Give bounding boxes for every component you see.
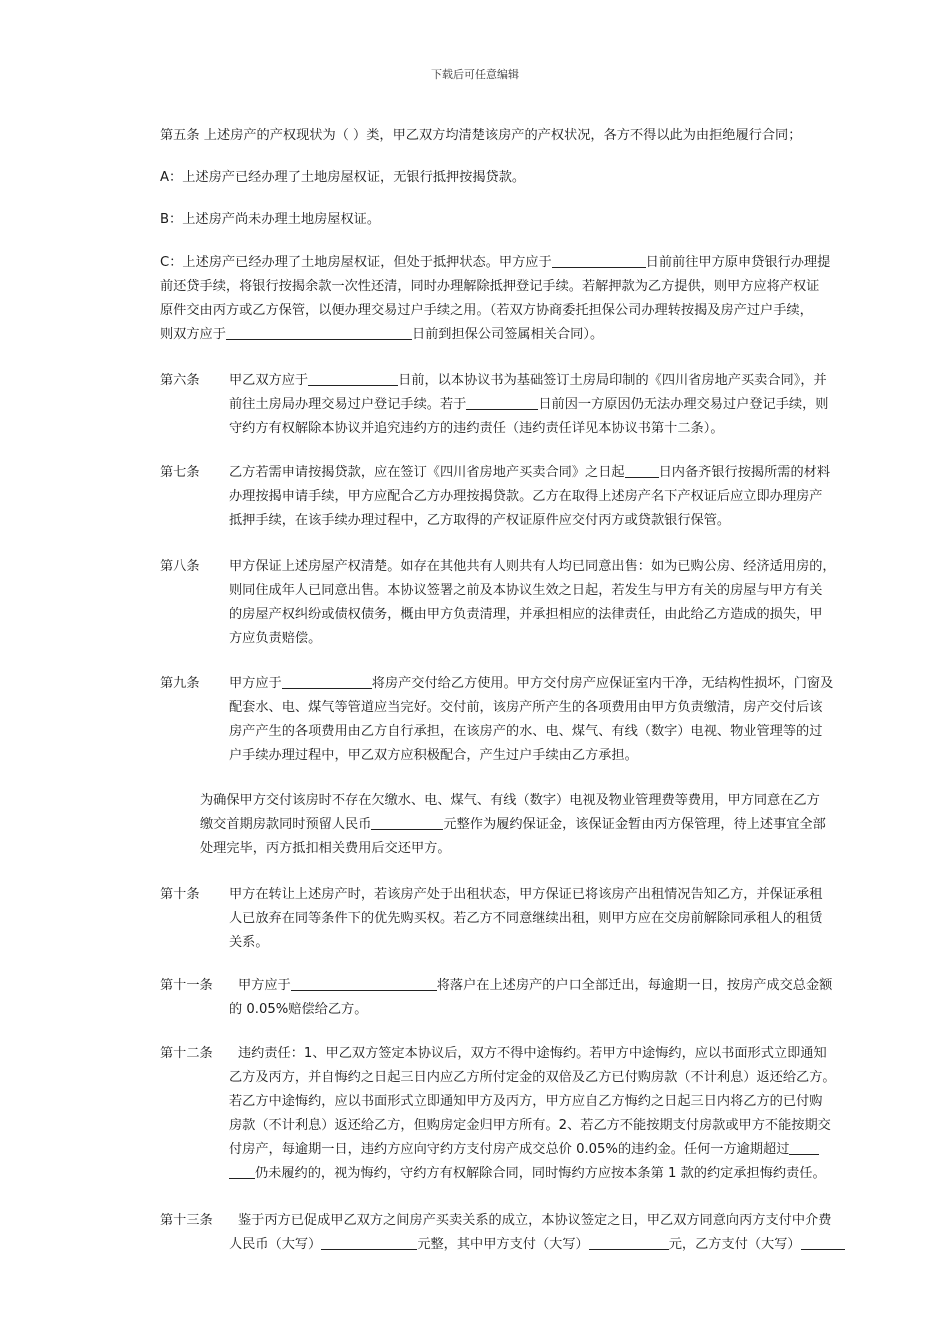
article-5: [160, 124, 882, 148]
option-a: [160, 166, 882, 190]
article-text: 的房屋产权纠纷或债权债务，概由甲方负责清理，并承担相应的法律责任，由此给乙方造成的损失，甲: [229, 607, 823, 622]
article-7: [160, 461, 882, 533]
blank-field[interactable]: [321, 1235, 417, 1250]
article-text: 前往土房局办理交易过户登记手续。若于: [229, 397, 467, 412]
blank-field[interactable]: [552, 253, 646, 268]
article-text: 付房产，每逾期一日，违约方应向守约方支付房产成交总价 0.05%的违约金。任何一方逾期超过: [229, 1142, 790, 1157]
blank-field[interactable]: [291, 976, 437, 991]
article-text: 日前，以本协议书为基础签订土房局印制的《四川省房地产买卖合同》，并: [398, 373, 827, 388]
article-text: 元，乙方支付（大写）: [668, 1237, 801, 1252]
article-label: 第十三条: [160, 1213, 213, 1228]
article-text: 违约责任：1、甲乙双方签定本协议后，双方不得中途悔约。若甲方中途悔约，应以书面形式立即通知: [238, 1046, 827, 1061]
article-text: 甲乙双方应于: [229, 373, 309, 388]
article-text: 抵押手续，在该手续办理过程中，乙方取得的产权证原件应交付丙方或贷款银行保管。: [229, 513, 731, 528]
article-10: [160, 883, 882, 955]
page-header: 下载后可任意编辑: [431, 68, 519, 81]
option-c: [160, 251, 882, 347]
article-text: 甲方应于: [238, 978, 291, 993]
paragraph-text: 处理完毕，丙方抵扣相关费用后交还甲方。: [200, 841, 451, 856]
article-5-line: 第五条 上述房产的产权现状为（ ）类，甲乙双方均清楚该房产的产权状况，各方不得以此为由拒绝履行合同；: [160, 128, 802, 143]
article-text: 办理按揭申请手续，甲方应配合乙方办理按揭贷款。乙方在取得上述房产名下产权证后应立即办理房产: [229, 489, 823, 504]
article-text: 甲方应于: [229, 676, 282, 691]
blank-field[interactable]: [282, 674, 372, 689]
article-9: [160, 672, 882, 768]
option-a-text: A：上述房产已经办理了土地房屋权证，无银行抵押按揭贷款。: [160, 170, 526, 185]
article-text: 鉴于丙方已促成甲乙双方之间房产买卖关系的成立，本协议签定之日，甲乙双方同意向丙方支付中介费: [238, 1213, 832, 1228]
article-text: 乙方及丙方，并自悔约之日起三日内应乙方所付定金的双倍及乙方已付购房款（不计利息）返还给乙方。: [229, 1070, 836, 1085]
paragraph-text: 为确保甲方交付该房时不存在欠缴水、电、煤气、有线（数字）电视及物业管理费等费用，甲方同意在乙方: [200, 793, 820, 808]
article-text: 日内备齐银行按揭所需的材料: [658, 465, 831, 480]
paragraph-text: 缴交首期房款同时预留人民币: [200, 817, 372, 832]
option-c-text: C：上述房产已经办理了土地房屋权证，但处于抵押状态。甲方应于: [160, 255, 552, 270]
article-label: 第十二条: [160, 1046, 213, 1061]
blank-field[interactable]: [466, 395, 538, 410]
article-text: 甲方在转让上述房产时，若该房产处于出租状态，甲方保证已将该房产出租情况告知乙方，并保证承租: [229, 887, 823, 902]
article-text: 元整，其中甲方支付（大写）: [417, 1237, 589, 1252]
option-c-text: 原件交由丙方或乙方保管，以便办理交易过户手续之用。（若双方协商委托担保公司办理转按揭及房产过户手续，: [160, 303, 813, 318]
article-8: [160, 555, 882, 651]
blank-field[interactable]: [308, 371, 398, 386]
article-text: 房款（不计利息）返还给乙方，但购房定金归甲方所有。2、若乙方不能按期支付房款或甲方不能按期交: [229, 1118, 831, 1133]
article-text: 若乙方中途悔约，应以书面形式立即通知甲方及丙方，甲方应自乙方悔约之日起三日内将乙方的已付购: [229, 1094, 823, 1109]
article-label: 第八条: [160, 559, 200, 574]
blank-field[interactable]: [789, 1140, 819, 1155]
option-c-text: 前还贷手续，将银行按揭余款一次性还清，同时办理解除抵押登记手续。若解押款为乙方提供，则甲方应将产权证: [160, 279, 820, 294]
article-text: 人民币（大写）: [229, 1237, 322, 1252]
article-label: 第十条: [160, 887, 200, 902]
article-12: [160, 1042, 882, 1186]
option-b: [160, 208, 882, 232]
blank-field[interactable]: [625, 463, 659, 478]
option-c-text: 日前到担保公司签属相关合同）。: [411, 327, 604, 342]
option-b-text: B：上述房产尚未办理土地房屋权证。: [160, 212, 381, 227]
article-text: 房产产生的各项费用由乙方自行承担，在该房产的水、电、煤气、有线（数字）电视、物业管理等的过: [229, 724, 823, 739]
article-text: 户手续办理过程中，甲乙双方应积极配合，产生过户手续由乙方承担。: [229, 748, 638, 763]
article-text: 配套水、电、煤气等管道应当完好。交付前，该房产所产生的各项费用由甲方负责缴清，房产交付后该: [229, 700, 823, 715]
article-text: 乙方若需申请按揭贷款，应在签订《四川省房地产买卖合同》之日起: [229, 465, 625, 480]
article-text: 则同住成年人已同意出售。本协议签署之前及本协议生效之日起，若发生与甲方有关的房屋与甲方有关: [229, 583, 823, 598]
blank-field[interactable]: [229, 1164, 255, 1179]
article-text: 守约方有权解除本协议并追究违约方的违约责任（违约责任详见本协议书第十二条）。: [229, 421, 724, 436]
article-text: 的 0.05%赔偿给乙方。: [229, 1002, 368, 1017]
option-c-text: 则双方应于: [160, 327, 226, 342]
blank-field[interactable]: [371, 815, 443, 830]
article-text: 甲方保证上述房屋产权清楚。如存在其他共有人则共有人均已同意出售：如为已购公房、经济适用房的，: [229, 559, 836, 574]
article-text: 仍未履约的，视为悔约，守约方有权解除合同，同时悔约方应按本条第 1 款的约定承担悔约责任。: [255, 1166, 826, 1181]
article-label: 第九条: [160, 676, 200, 691]
article-text: 方应负责赔偿。: [229, 631, 322, 646]
article-6: [160, 369, 882, 441]
article-text: 人已放弃在同等条件下的优先购买权。若乙方不同意继续出租，则甲方应在交房前解除同承租人的租赁: [229, 911, 823, 926]
option-c-text: 日前前往甲方原申贷银行办理提: [645, 255, 831, 270]
article-text: 日前因一方原因仍无法办理交易过户登记手续，则: [538, 397, 829, 412]
article-label: 第七条: [160, 465, 200, 480]
article-13: [160, 1209, 882, 1257]
blank-field[interactable]: [589, 1235, 669, 1250]
deposit-paragraph: [200, 789, 890, 861]
article-label: 第十一条: [160, 978, 213, 993]
paragraph-text: 元整作为履约保证金，该保证金暂由丙方保管理，待上述事宜全部: [443, 817, 826, 832]
article-label: 第六条: [160, 373, 200, 388]
article-text: 将房产交付给乙方使用。甲方交付房产应保证室内干净，无结构性损坏，门窗及: [371, 676, 834, 691]
article-text: 关系。: [229, 935, 269, 950]
blank-field[interactable]: [801, 1235, 845, 1250]
blank-field[interactable]: [226, 325, 412, 340]
article-11: [160, 974, 882, 1022]
article-text: 将落户在上述房产的户口全部迁出，每逾期一日，按房产成交总金额: [436, 978, 833, 993]
